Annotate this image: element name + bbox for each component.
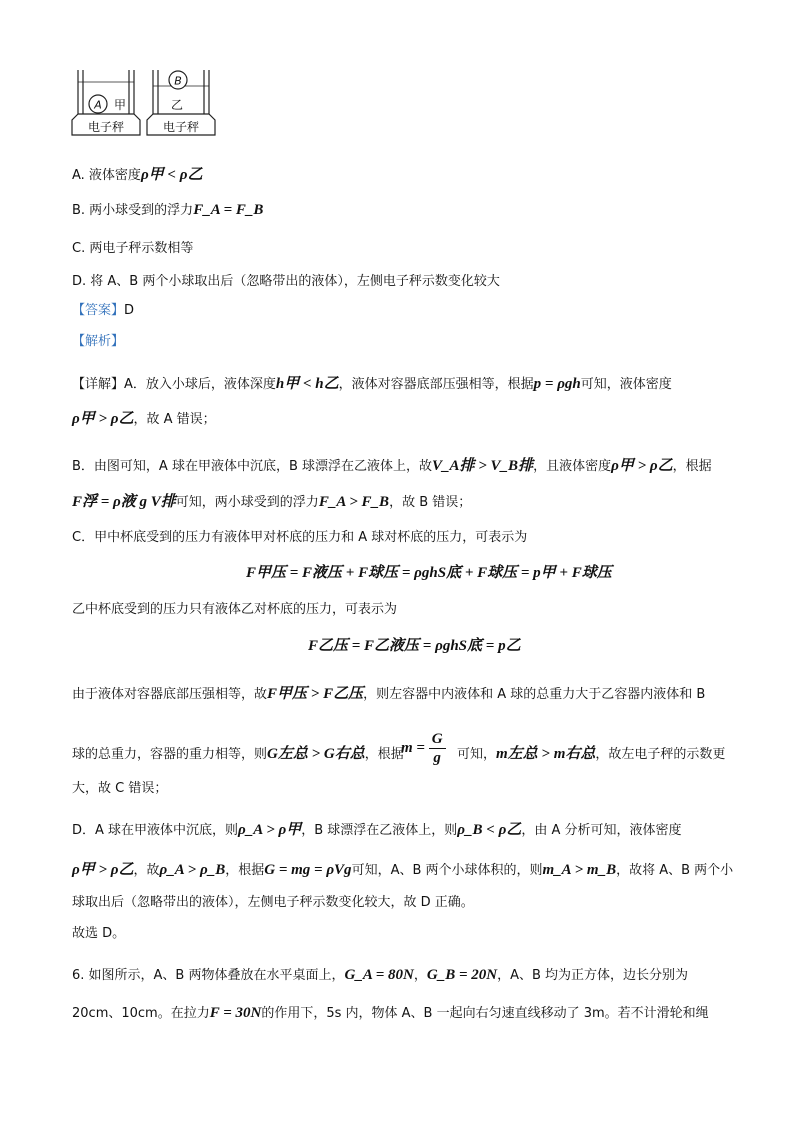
detail-line-6: 乙中杯底受到的压力只有液体乙对杯底的压力，可表示为 [72,602,398,617]
option-a: A. 液体密度ρ甲 < ρ乙 [72,167,203,183]
fraction-numerator: G [429,730,446,749]
option-d: D. 将 A、B 两个小球取出后（忽略带出的液体），左侧电子秤示数变化较大 [72,274,500,289]
detail-line-12: 球取出后（忽略带出的液体），左侧电子秤示数变化较大，故 D 正确。 [72,895,474,910]
equation-2: F乙压 = F乙液压 = ρghS底 = p乙 [308,638,521,654]
scale-left-label: 电子秤 [87,120,125,134]
answer-value: D [124,303,135,318]
option-a-formula: ρ甲 < ρ乙 [140,167,203,183]
fraction-m-g: m = $\frac{G}{g}$ [401,730,446,767]
answer-label: 【答案】 [72,303,125,318]
detail-line-8: 球的总重力，容器的重力相等，则G左总 > G右总，根据 [72,746,404,762]
analysis-label: 【解析】 [72,334,125,349]
option-b-formula: F_A = F_B [193,202,264,218]
q6-line-2: 20cm、10cm。在拉力F = 30N的作用下，5s 内，物体 A、B 一起向右匀速直线移动了 3m。若不计滑轮和绳 [72,1005,709,1021]
equation-1: F甲压 = F液压 + F球压 = ρghS底 + F球压 = p甲 + F球压 [246,565,612,581]
detail-line-10: D．A 球在甲液体中沉底，则ρ_A > ρ甲，B 球漂浮在乙液体上，则ρ_B < ρ乙，由 A 分析可知，液体密度 [72,822,682,838]
q6-line-1: 6. 如图所示，A、B 两物体叠放在水平桌面上，G_A = 80N，G_B = 20N，A、B 均为正方体，边长分别为 [72,967,689,983]
detail-line-8b: 可知，m左总 > m右总，故左电子秤的示数更 [457,746,726,762]
detail-line-2: ρ甲 > ρ乙，故 A 错误； [72,411,216,427]
left-liquid-label: 甲 [113,98,127,112]
figure-containers [70,64,220,140]
detail-line-3: B．由图可知，A 球在甲液体中沉底，B 球漂浮在乙液体上，故V_A排 > V_B排，且液体密度ρ甲 > ρ乙，根据 [72,458,712,474]
ball-a-label: A [94,98,102,112]
detail-line-5: C．甲中杯底受到的压力有液体甲对杯底的压力和 A 球对杯底的压力，可表示为 [72,530,528,545]
scale-right-label: 电子秤 [162,120,200,134]
detail-line-4: F浮 = ρ液 g V排可知，两小球受到的浮力F_A > F_B，故 B 错误； [72,494,472,510]
detail-line-1: 【详解】A．放入小球后，液体深度h甲 < h乙，液体对容器底部压强相等，根据p = ρgh可知，液体密度 [72,376,672,392]
detail-line-9: 大，故 C 错误； [72,781,168,796]
detail-line-13: 故选 D。 [72,926,126,941]
detail-line-7: 由于液体对容器底部压强相等，故F甲压 > F乙压，则左容器中内液体和 A 球的总重力大于乙容器内液体和 B [72,686,706,702]
ball-b-label: B [174,74,182,88]
fraction-denominator: g [433,750,441,766]
right-liquid-label: 乙 [170,98,184,112]
option-b: B. 两小球受到的浮力F_A = F_B [72,202,264,218]
answer-line [72,299,134,318]
detail-line-11: ρ甲 > ρ乙，故ρ_A > ρ_B，根据G = mg = ρVg可知，A、B 两个小球体积的，则m_A > m_B，故将 A、B 两个小 [72,862,734,878]
option-c: C. 两电子秤示数相等 [72,241,194,256]
